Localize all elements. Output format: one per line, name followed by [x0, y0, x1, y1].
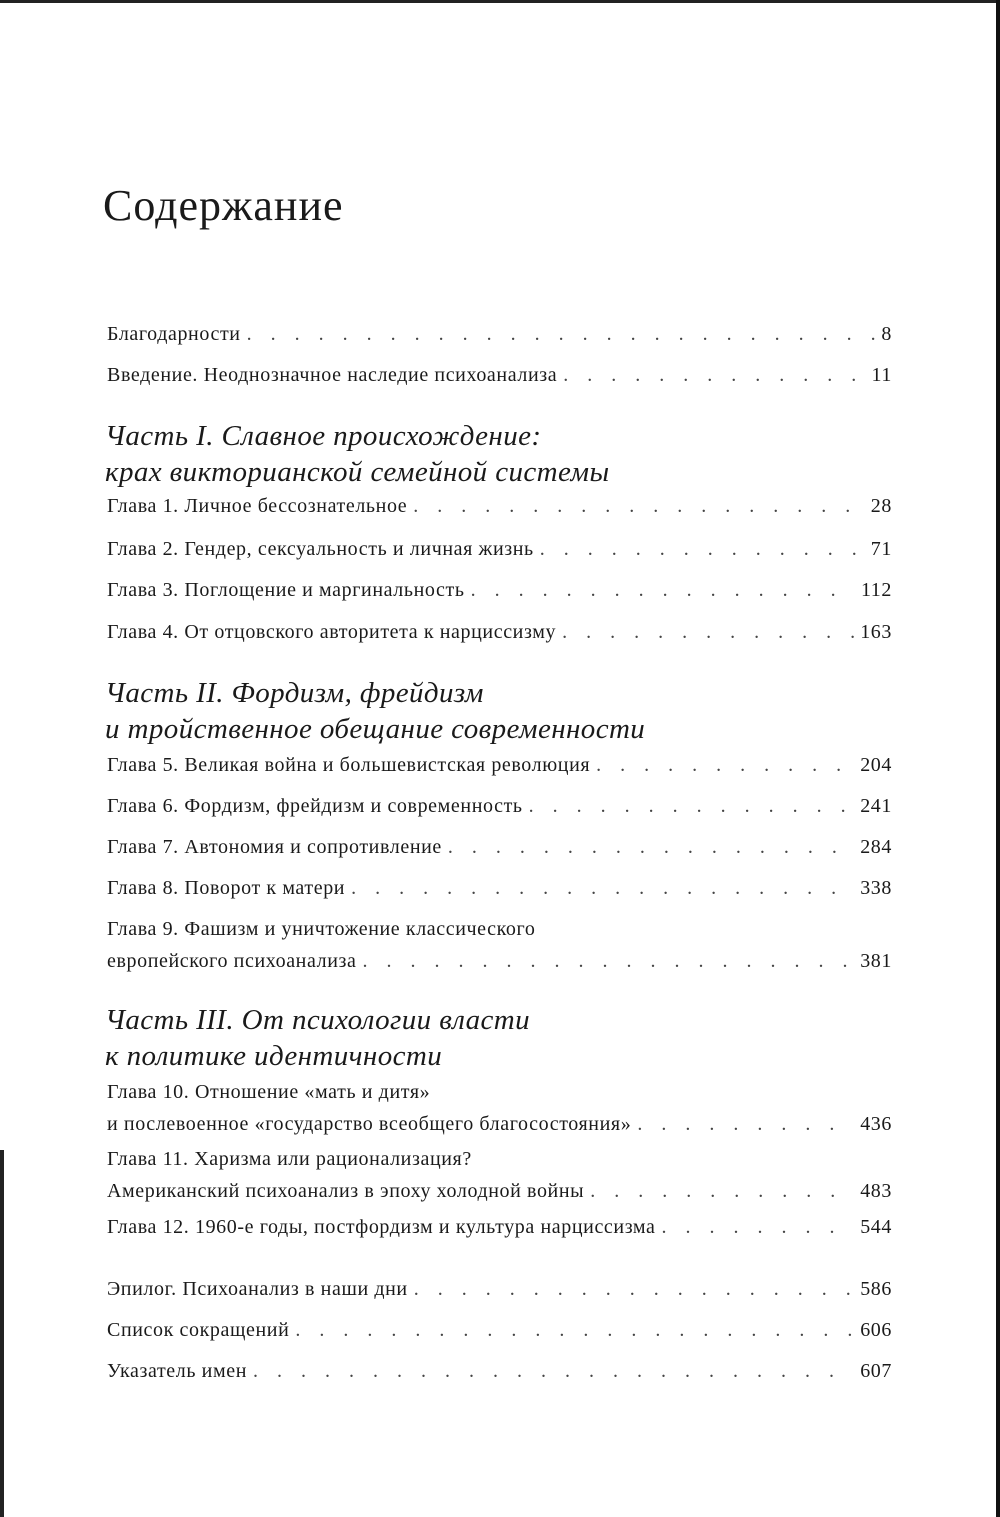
toc-entry-page: 8 [881, 323, 892, 345]
dot-leader [295, 1314, 854, 1346]
toc-entry-label: Эпилог. Психоанализ в наши дни [107, 1278, 408, 1300]
dot-leader [414, 1273, 854, 1305]
toc-entry-label: Глава 5. Великая война и большевистская революция [107, 754, 591, 776]
dot-leader [637, 1108, 854, 1140]
part-title-line: Часть III. От психологии власти [105, 1004, 531, 1036]
toc-entry-page: 11 [871, 364, 892, 386]
toc-entry-page: 71 [870, 538, 892, 560]
toc-entry-page: 607 [860, 1360, 892, 1382]
toc-entry-page: 284 [860, 836, 892, 858]
toc-entry-label: Благодарности [107, 323, 241, 345]
toc-entry-chapter-6[interactable] [107, 790, 892, 822]
dot-leader [529, 790, 855, 822]
toc-entry-page: 338 [860, 877, 892, 899]
part-title-line: крах викторианской семейной системы [105, 456, 610, 488]
toc-entry-epilogue[interactable] [107, 1273, 892, 1305]
dot-leader [351, 872, 854, 904]
part-title-line: и тройственное обещание современности [105, 713, 646, 745]
scan-edge-left [0, 1150, 4, 1517]
toc-entry-chapter-3[interactable] [107, 574, 892, 606]
dot-leader [448, 831, 854, 863]
scan-edge-right [996, 0, 1000, 1517]
part-3-heading [105, 1002, 530, 1074]
toc-entry-introduction[interactable] [107, 359, 892, 391]
toc-entry-page: 606 [860, 1319, 892, 1341]
toc-entry-label: Глава 8. Поворот к матери [107, 877, 346, 899]
toc-entry-label: Введение. Неоднозначное наследие психоанализа [107, 364, 558, 386]
toc-entry-page: 483 [860, 1180, 892, 1202]
toc-entry-page: 381 [860, 950, 892, 972]
toc-entry-chapter-1[interactable] [107, 490, 892, 522]
toc-entry-chapter-5[interactable] [107, 749, 892, 781]
dot-leader [662, 1211, 855, 1243]
toc-entry-chapter-9[interactable] [107, 913, 892, 977]
part-2-heading [105, 675, 645, 747]
toc-entry-label: Глава 2. Гендер, сексуальность и личная жизнь [107, 538, 534, 560]
toc-entry-page: 28 [870, 495, 892, 517]
toc-entry-label: Глава 6. Фордизм, фрейдизм и современность [107, 795, 523, 817]
toc-entry-label-line: Глава 10. Отношение «мать и дитя» [107, 1081, 431, 1103]
dot-leader [363, 945, 855, 977]
toc-entry-label: Глава 12. 1960-е годы, постфордизм и культура нарциссизма [107, 1216, 656, 1238]
toc-entry-label: Американский психоанализ в эпоху холодной войны [107, 1180, 585, 1202]
dot-leader [562, 616, 854, 648]
toc-entry-chapter-12[interactable] [107, 1211, 892, 1243]
dot-leader [596, 749, 854, 781]
toc-entry-label: Указатель имен [107, 1360, 248, 1382]
dot-leader [590, 1175, 854, 1207]
toc-entry-page: 112 [860, 579, 892, 601]
toc-entry-label-line: Глава 9. Фашизм и уничтожение классического [107, 918, 536, 940]
toc-entry-page: 436 [860, 1113, 892, 1135]
toc-entry-page: 544 [860, 1216, 892, 1238]
toc-entry-chapter-7[interactable] [107, 831, 892, 863]
toc-entry-name-index[interactable] [107, 1355, 892, 1387]
page-title: Содержание [103, 181, 344, 230]
toc-entry-label: Глава 7. Автономия и сопротивление [107, 836, 442, 858]
toc-entry-acknowledgements[interactable] [107, 318, 892, 350]
toc-entry-page: 163 [860, 621, 892, 643]
part-title-line: Часть II. Фордизм, фрейдизм [105, 677, 484, 709]
part-1-heading [105, 418, 610, 490]
toc-entry-page: 241 [860, 795, 892, 817]
dot-leader [247, 318, 876, 350]
toc-entry-label: Глава 1. Личное бессознательное [107, 495, 408, 517]
dot-leader [253, 1355, 854, 1387]
dot-leader [471, 574, 855, 606]
toc-entry-chapter-8[interactable] [107, 872, 892, 904]
toc-entry-page: 586 [860, 1278, 892, 1300]
dot-leader [413, 490, 865, 522]
toc-entry-label: Глава 4. От отцовского авторитета к нарциссизму [107, 621, 557, 643]
toc-entry-label: и послевоенное «государство всеобщего благосостояния» [107, 1113, 632, 1135]
toc-entry-chapter-10[interactable] [107, 1076, 892, 1140]
toc-entry-label-line: Глава 11. Харизма или рационализация? [107, 1148, 472, 1170]
dot-leader [540, 533, 865, 565]
toc-entry-chapter-2[interactable] [107, 533, 892, 565]
toc-entry-page: 204 [860, 754, 892, 776]
toc-entry-label: Список сокращений [107, 1319, 290, 1341]
part-title-line: к политике идентичности [105, 1040, 443, 1072]
part-title-line: Часть I. Славное происхождение: [105, 420, 542, 452]
toc-entry-label: Глава 3. Поглощение и маргинальность [107, 579, 465, 601]
dot-leader [563, 359, 865, 391]
toc-entry-chapter-11[interactable] [107, 1143, 892, 1207]
toc-entry-label: европейского психоанализа [107, 950, 357, 972]
toc-entry-chapter-4[interactable] [107, 616, 892, 648]
toc-entry-abbreviations[interactable] [107, 1314, 892, 1346]
scan-edge-top [0, 0, 1000, 3]
